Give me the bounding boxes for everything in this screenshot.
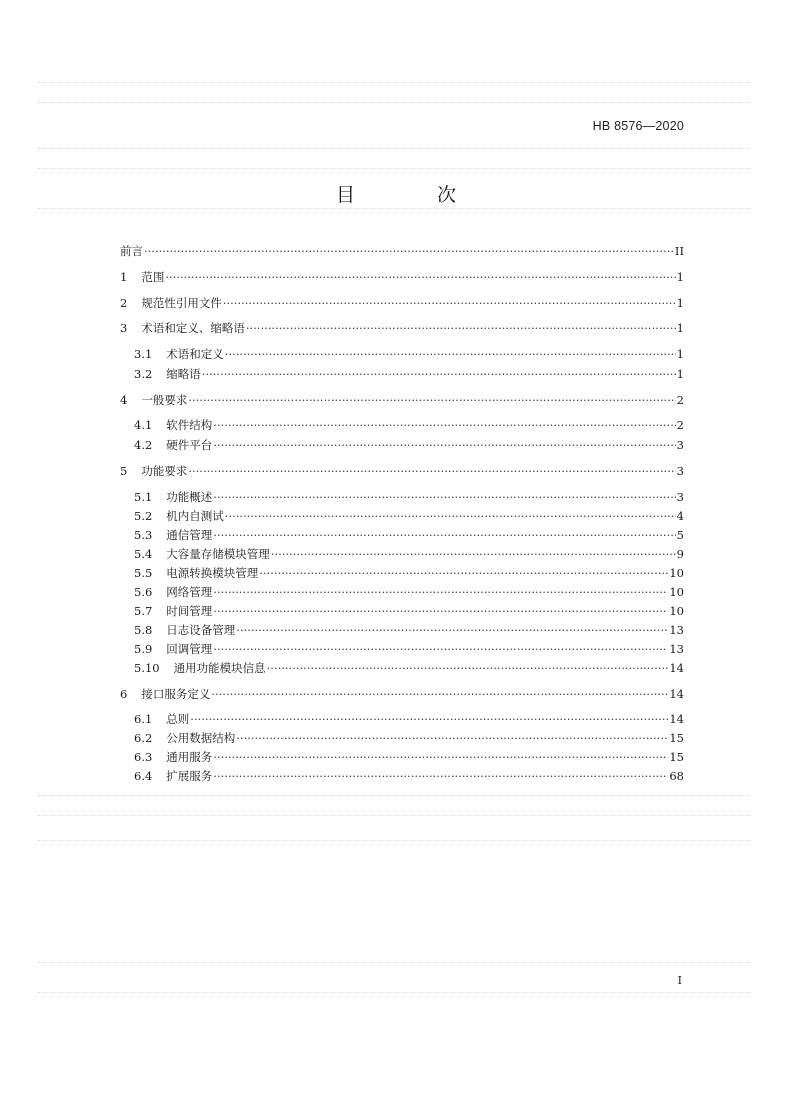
toc-entry[interactable] <box>120 243 684 259</box>
toc-entry-number: 5.7 <box>134 604 153 618</box>
dot-leader <box>267 660 669 676</box>
page-title: 目 次 <box>335 184 495 206</box>
toc-entry-number: 6.4 <box>134 769 153 783</box>
toc-entry[interactable] <box>134 565 684 581</box>
dot-leader <box>223 295 676 311</box>
toc-entry[interactable] <box>134 346 684 362</box>
standard-code: HB 8576—2020 <box>592 119 684 133</box>
toc-entry-number: 3.1 <box>134 347 153 361</box>
dot-leader <box>271 546 676 562</box>
dot-leader <box>213 749 668 765</box>
toc-entry-label: 日志设备管理 <box>166 623 236 637</box>
background-rule <box>38 168 750 169</box>
toc-entry-label: 一般要求 <box>141 393 188 407</box>
toc-entry-number: 4.2 <box>134 438 153 452</box>
toc-entry[interactable] <box>120 392 684 408</box>
dot-leader <box>190 711 668 727</box>
toc-entry-page: 14 <box>669 661 684 675</box>
background-rule <box>38 962 750 963</box>
dot-leader <box>165 269 675 285</box>
dot-leader <box>213 417 675 433</box>
toc-entry[interactable] <box>134 730 684 746</box>
toc-entry-number: 1 <box>120 270 128 284</box>
toc-entry-number: 5.10 <box>134 661 160 675</box>
toc-entry-label: 硬件平台 <box>166 438 213 452</box>
toc-entry-label: 范围 <box>141 270 165 284</box>
toc-entry[interactable] <box>134 603 684 619</box>
background-rule <box>38 82 750 83</box>
toc-entry-label: 公用数据结构 <box>166 731 236 745</box>
dot-leader <box>236 622 668 638</box>
dot-leader <box>211 686 668 702</box>
toc-entry[interactable] <box>134 622 684 638</box>
toc-entry-number: 5.4 <box>134 547 153 561</box>
toc-entry[interactable] <box>134 546 684 562</box>
toc-entry-page: 3 <box>676 438 684 452</box>
toc-entry-number: 6.3 <box>134 750 153 764</box>
toc-entry-number: 5.3 <box>134 528 153 542</box>
toc-entry-page: 1 <box>676 367 684 381</box>
toc-entry-page: 3 <box>676 464 684 478</box>
toc-entry-label: 软件结构 <box>166 418 213 432</box>
toc-entry-label: 电源转换模块管理 <box>166 566 259 580</box>
toc-entry-label: 通用功能模块信息 <box>173 661 266 675</box>
toc-entry-label: 回调管理 <box>166 642 213 656</box>
toc-entry-label: 网络管理 <box>166 585 213 599</box>
toc-entry-page: 14 <box>669 712 684 726</box>
toc-entry-number: 3.2 <box>134 367 153 381</box>
toc-entry-number: 6 <box>120 687 128 701</box>
dot-leader <box>213 641 668 657</box>
dot-leader <box>144 243 674 259</box>
toc-entry-number: 6.2 <box>134 731 153 745</box>
dot-leader <box>213 584 668 600</box>
toc-entry-number: 5.9 <box>134 642 153 656</box>
toc-entry-page: 14 <box>669 687 684 701</box>
toc-entry-page: 1 <box>676 270 684 284</box>
toc-entry-page: 10 <box>669 566 684 580</box>
toc-entry-page: 4 <box>676 509 684 523</box>
toc-entry-number: 6.1 <box>134 712 153 726</box>
toc-entry-page: 15 <box>669 731 684 745</box>
toc-entry-page: 9 <box>676 547 684 561</box>
toc-entry-label: 大容量存储模块管理 <box>166 547 270 561</box>
background-rule <box>38 815 750 816</box>
dot-leader <box>202 366 676 382</box>
toc-entry-label: 扩展服务 <box>166 769 213 783</box>
dot-leader <box>213 768 668 784</box>
dot-leader <box>246 320 676 336</box>
toc-entry-page: 13 <box>669 642 684 656</box>
toc-entry-page: II <box>674 244 684 258</box>
toc-entry[interactable] <box>134 660 684 676</box>
toc-entry[interactable] <box>134 641 684 657</box>
toc-entry[interactable] <box>134 366 684 382</box>
toc-entry[interactable] <box>120 295 684 311</box>
background-rule <box>38 208 750 209</box>
toc-entry-label: 缩略语 <box>166 367 201 381</box>
dot-leader <box>188 392 675 408</box>
toc-entry-label: 接口服务定义 <box>141 687 211 701</box>
toc-entry[interactable] <box>134 527 684 543</box>
toc-entry-page: 2 <box>676 393 684 407</box>
toc-entry-label: 功能要求 <box>141 464 188 478</box>
dot-leader <box>259 565 668 581</box>
dot-leader <box>236 730 668 746</box>
background-rule <box>38 148 750 149</box>
toc-entry-number: 5.2 <box>134 509 153 523</box>
dot-leader <box>225 508 676 524</box>
toc-entry-number: 4 <box>120 393 128 407</box>
toc-entry-page: 10 <box>669 604 684 618</box>
toc-entry[interactable] <box>134 768 684 784</box>
toc-entry-label: 术语和定义 <box>166 347 224 361</box>
toc-entry-label: 机内自测试 <box>166 509 224 523</box>
toc-entry-page: 3 <box>676 490 684 504</box>
background-rule <box>38 992 750 993</box>
dot-leader <box>213 489 675 505</box>
toc-entry-number: 2 <box>120 296 128 310</box>
toc-entry-number: 5.8 <box>134 623 153 637</box>
toc-entry-number: 4.1 <box>134 418 153 432</box>
background-rule <box>38 840 750 841</box>
toc-entry[interactable] <box>134 417 684 433</box>
toc-entry[interactable] <box>134 489 684 505</box>
toc-entry-number: 5.5 <box>134 566 153 580</box>
toc-entry[interactable] <box>120 320 684 336</box>
toc-entry-number: 3 <box>120 321 128 335</box>
toc-entry-label: 时间管理 <box>166 604 213 618</box>
toc-entry[interactable] <box>120 269 684 285</box>
toc-entry-number: 5 <box>120 464 128 478</box>
toc-entry-label: 功能概述 <box>166 490 213 504</box>
toc-entry-page: 15 <box>669 750 684 764</box>
toc-entry-label: 通用服务 <box>166 750 213 764</box>
background-rule <box>38 102 750 103</box>
toc-entry-page: 5 <box>676 528 684 542</box>
page-number: I <box>677 974 682 987</box>
toc-entry-label: 术语和定义、缩略语 <box>141 321 245 335</box>
toc-entry[interactable] <box>134 584 684 600</box>
background-rule <box>38 795 750 796</box>
toc-entry[interactable] <box>134 437 684 453</box>
toc-entry-page: 1 <box>676 347 684 361</box>
dot-leader <box>213 437 675 453</box>
toc-entry[interactable] <box>134 711 684 727</box>
dot-leader <box>225 346 676 362</box>
toc-entry-number: 5.6 <box>134 585 153 599</box>
dot-leader <box>213 603 668 619</box>
toc-entry[interactable] <box>120 686 684 702</box>
toc-entry-page: 1 <box>676 296 684 310</box>
dot-leader <box>188 463 675 479</box>
toc-entry-page: 1 <box>676 321 684 335</box>
dot-leader <box>213 527 675 543</box>
toc-entry-page: 68 <box>669 769 684 783</box>
toc-entry-label: 总则 <box>166 712 190 726</box>
toc-entry-label: 前言 <box>120 244 143 258</box>
toc-entry-number: 5.1 <box>134 490 153 504</box>
toc-entry-label: 规范性引用文件 <box>141 296 222 310</box>
toc-entry-page: 10 <box>669 585 684 599</box>
toc-entry-page: 13 <box>669 623 684 637</box>
toc-entry-page: 2 <box>676 418 684 432</box>
toc-entry[interactable] <box>134 749 684 765</box>
toc-entry[interactable] <box>120 463 684 479</box>
toc-entry[interactable] <box>134 508 684 524</box>
toc-entry-label: 通信管理 <box>166 528 213 542</box>
